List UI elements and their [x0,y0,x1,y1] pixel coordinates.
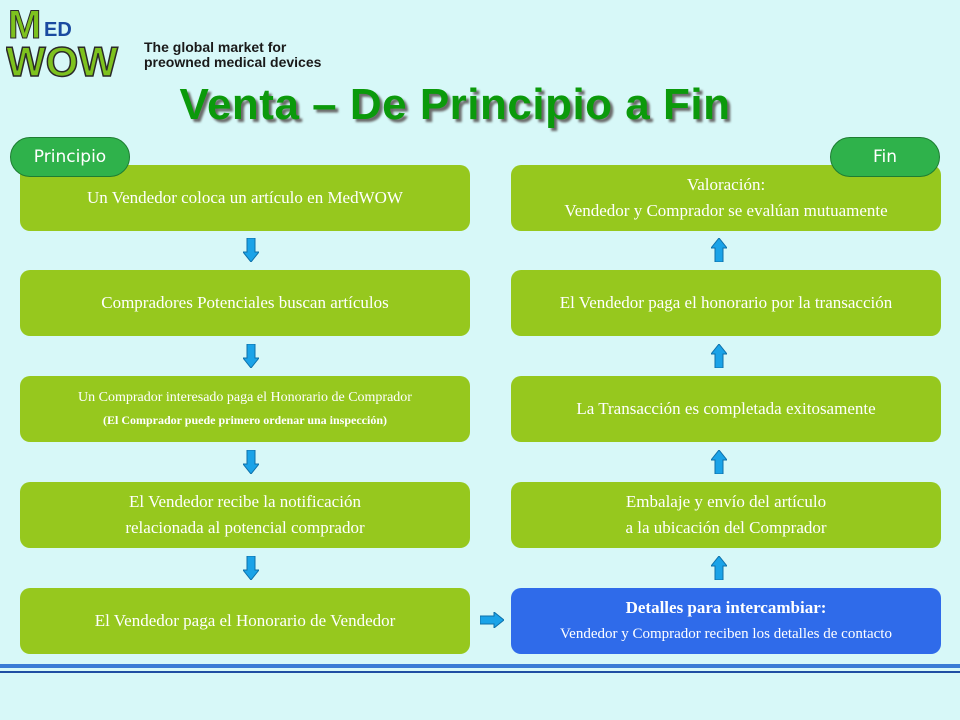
logo-med-m: M [8,4,42,47]
step-left-3 [20,376,470,442]
step-right-5 [511,588,941,654]
arrow-up-icon [711,450,727,474]
step-right-2-text: El Vendedor paga el honorario por la transacción [559,293,893,312]
footer-rule [0,664,960,668]
page-title: Venta – De Principio a Fin [179,80,731,129]
footer-rule-thin [0,671,960,673]
step-right-1-line1: Valoración: [686,175,766,194]
tagline-line-2: preowned medical devices [144,54,322,70]
step-left-4 [20,482,470,548]
arrow-down-icon [243,450,259,474]
logo-wow: WOW [6,38,118,80]
step-right-5-line1: Detalles para intercambiar: [625,598,827,617]
arrow-right-icon [480,612,504,628]
step-right-3 [511,376,941,442]
step-right-1-line2: Vendedor y Comprador se evalúan mutuamente [564,201,888,220]
arrow-up-icon [711,344,727,368]
step-left-3-line2: (El Comprador puede primero ordenar una inspección) [102,413,387,427]
step-left-4-line1: El Vendedor recibe la notificación [129,492,361,511]
step-right-5-line2: Vendedor y Comprador reciben los detalles de contacto [560,626,892,642]
step-left-5 [20,588,470,654]
step-left-2 [20,270,470,336]
logo-med-ed: ED [44,19,72,41]
step-right-4 [511,482,941,548]
step-right-3-text: La Transacción es completada exitosamente [576,399,876,418]
step-left-5-text: El Vendedor paga el Honorario de Vendedor [94,611,396,630]
arrow-down-icon [243,344,259,368]
step-right-2 [511,270,941,336]
step-left-3-line1: Un Comprador interesado paga el Honorario de Comprador [78,390,412,405]
arrow-down-icon [243,238,259,262]
step-left-4-line2: relacionada al potencial comprador [125,518,365,537]
step-right-4-line1: Embalaje y envío del artículo [625,492,827,511]
arrow-up-icon [711,556,727,580]
arrow-down-icon [243,556,259,580]
arrow-up-icon [711,238,727,262]
logo-tagline [144,40,321,70]
tagline-line-1: The global market for [144,39,287,55]
step-left-2-text: Compradores Potenciales buscan artículos [101,293,389,312]
step-left-1-text: Un Vendedor coloca un artículo en MedWOW [87,188,403,207]
step-right-4-line2: a la ubicación del Comprador [625,518,827,537]
end-label: Fin [830,137,940,177]
start-label: Principio [10,137,130,177]
